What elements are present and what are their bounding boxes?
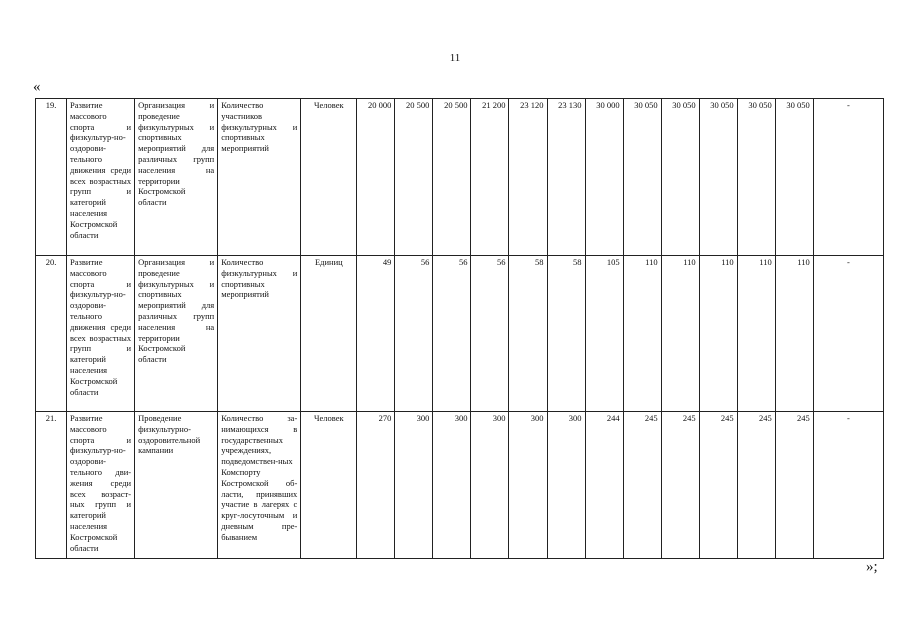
indicators-table [35, 98, 884, 559]
value-cell: 49 [357, 256, 395, 412]
value-cell: 245 [699, 412, 737, 559]
value-cell: 58 [547, 256, 585, 412]
indicator-cell: Количество физкультурных и спортивных мероприятий [218, 256, 301, 412]
value-cell: 58 [509, 256, 547, 412]
value-cell: 56 [433, 256, 471, 412]
value-cell: 300 [433, 412, 471, 559]
value-cell: 300 [547, 412, 585, 559]
value-cell: 20 500 [395, 99, 433, 256]
table-row [36, 256, 884, 412]
closing-quote-mark: »; [866, 559, 878, 575]
value-cell: 244 [585, 412, 623, 559]
measure-cell: Организация и проведение физкультурных и спортивных мероприятий для различных групп населения на территории Костромской области [135, 99, 218, 256]
row-number-cell: 21. [36, 412, 67, 559]
value-cell: 105 [585, 256, 623, 412]
note-cell: - [813, 256, 883, 412]
value-cell: 245 [775, 412, 813, 559]
table-row [36, 412, 884, 559]
note-cell: - [813, 412, 883, 559]
measure-cell: Проведение физкультурно-оздоровительной кампании [135, 412, 218, 559]
value-cell: 245 [623, 412, 661, 559]
unit-cell: Человек [301, 412, 357, 559]
value-cell: 20 000 [357, 99, 395, 256]
value-cell: 30 050 [661, 99, 699, 256]
value-cell: 300 [471, 412, 509, 559]
direction-cell: Развитие массового спорта и физкультур-но-оздорови-тельного движения среди всех возрастных групп и категорий населения Костромской области [67, 256, 135, 412]
value-cell: 20 500 [433, 99, 471, 256]
value-cell: 270 [357, 412, 395, 559]
value-cell: 300 [395, 412, 433, 559]
value-cell: 30 000 [585, 99, 623, 256]
value-cell: 245 [661, 412, 699, 559]
unit-cell: Человек [301, 99, 357, 256]
value-cell: 110 [661, 256, 699, 412]
value-cell: 30 050 [737, 99, 775, 256]
value-cell: 110 [699, 256, 737, 412]
value-cell: 56 [471, 256, 509, 412]
value-cell: 23 120 [509, 99, 547, 256]
table-row [36, 99, 884, 256]
value-cell: 56 [395, 256, 433, 412]
value-cell: 30 050 [623, 99, 661, 256]
direction-cell: Развитие массового спорта и физкультур-но-оздорови-тельного движения среди всех возрастных групп и категорий населения Костромской области [67, 99, 135, 256]
value-cell: 23 130 [547, 99, 585, 256]
value-cell: 110 [775, 256, 813, 412]
value-cell: 245 [737, 412, 775, 559]
indicator-cell: Количество участников физкультурных и спортивных мероприятий [218, 99, 301, 256]
indicator-cell: Количество за-нимающихся в государственных учреждениях, подведомствен-ных Комспорту Костромской об-ласти, принявших участие в лагерях с круг-лосуточным и дневным пре-быванием [218, 412, 301, 559]
row-number-cell: 20. [36, 256, 67, 412]
note-cell: - [813, 99, 883, 256]
value-cell: 21 200 [471, 99, 509, 256]
page-number: 11 [449, 52, 461, 64]
value-cell: 110 [623, 256, 661, 412]
value-cell: 30 050 [775, 99, 813, 256]
value-cell: 110 [737, 256, 775, 412]
opening-quote-mark: « [33, 79, 41, 95]
value-cell: 300 [509, 412, 547, 559]
value-cell: 30 050 [699, 99, 737, 256]
row-number-cell: 19. [36, 99, 67, 256]
direction-cell: Развитие массового спорта и физкультур-но-оздорови-тельного дви-жения среди всех возраст-ных групп и категорий населения Костромской области [67, 412, 135, 559]
measure-cell: Организация и проведение физкультурных и спортивных мероприятий для различных групп населения на территории Костромской области [135, 256, 218, 412]
unit-cell: Единиц [301, 256, 357, 412]
